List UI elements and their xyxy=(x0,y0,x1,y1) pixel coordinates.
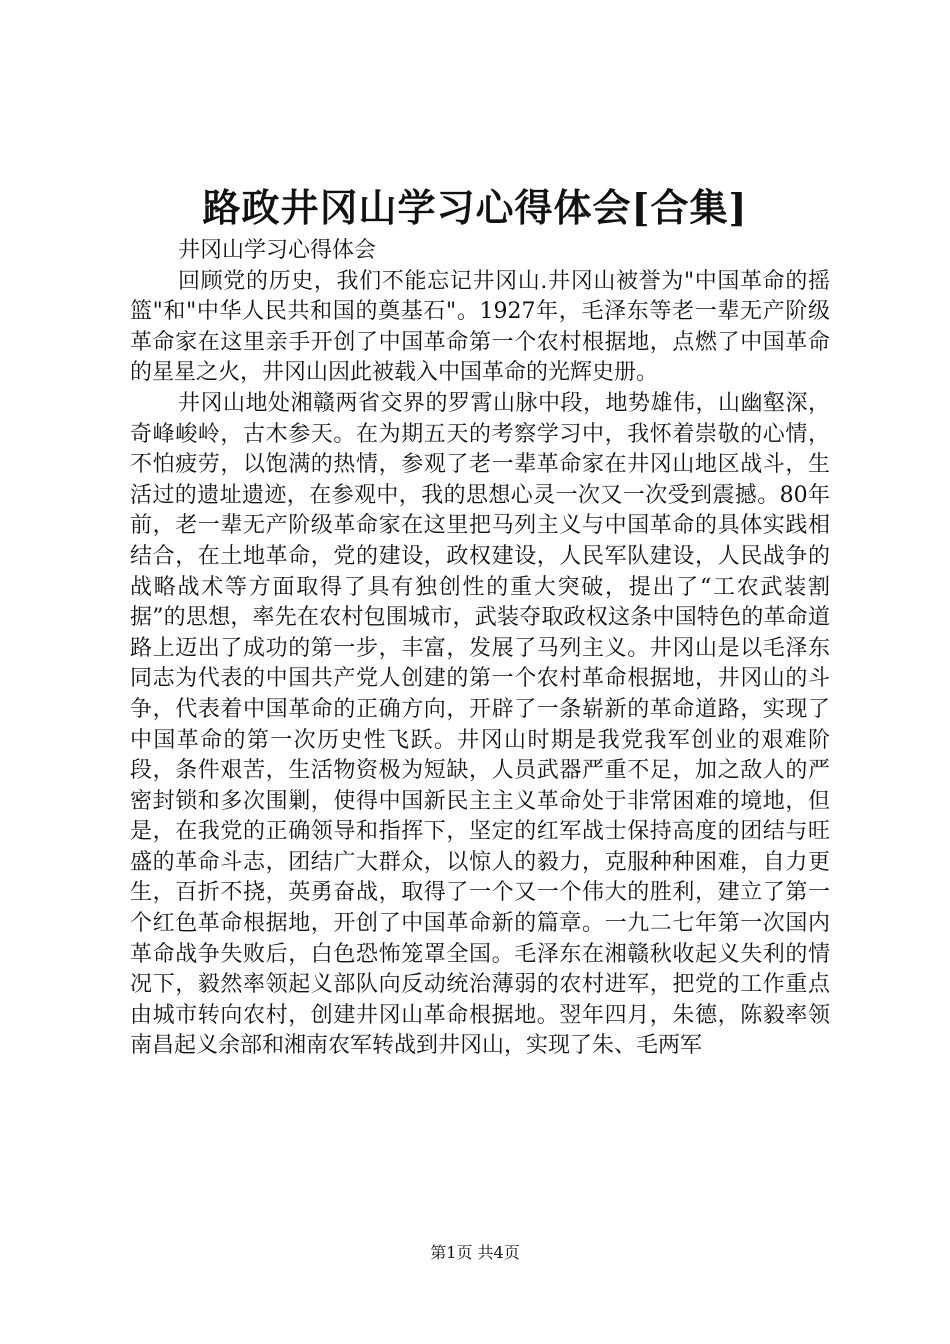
paragraph: 回顾党的历史，我们不能忘记井冈山.井冈山被誉为"中国革命的摇篮"和"中华人民共和国的奠基石"。1927年，毛泽东等老一辈无产阶级革命家在这里亲手开创了中国革命第一个农村根据地，点燃了中国革命的星星之火，井冈山因此被载入中国革命的光辉史册。 xyxy=(130,268,830,386)
page-footer: 第1页 共4页 xyxy=(430,1243,520,1262)
document-title: 路政井冈山学习心得体会[合集] xyxy=(202,185,748,230)
document-body xyxy=(130,236,830,1062)
paragraph: 井冈山地处湘赣两省交界的罗霄山脉中段，地势雄伟，山幽壑深，奇峰峻岭，古木参天。在为期五天的考察学习中，我怀着崇敬的心情，不怕疲劳，以饱满的热情，参观了老一辈革命家在井冈山地区战斗，生活过的遗址遗迹，在参观中，我的思想心灵一次又一次受到震撼。80年前，老一辈无产阶级革命家在这里把马列主义与中国革命的具体实践相结合，在土地革命，党的建设，政权建设，人民军队建设，人民战争的战略战术等方面取得了具有独创性的重大突破，提出了“工农武装割据”的思想，率先在农村包围城市，武装夺取政权这条中国特色的革命道路上迈出了成功的第一步，丰富，发展了马列主义。井冈山是以毛泽东同志为代表的中国共产党人创建的第一个农村革命根据地，井冈山的斗争，代表着中国革命的正确方向，开辟了一条崭新的革命道路，实现了中国革命的第一次历史性飞跃。井冈山时期是我党我军创业的艰难阶段，条件艰苦，生活物资极为短缺，人员武器严重不足，加之敌人的严密封锁和多次围剿，使得中国新民主主义革命处于非常困难的境地，但是，在我党的正确领导和指挥下，坚定的红军战士保持高度的团结与旺盛的革命斗志，团结广大群众，以惊人的毅力，克服种种困难，自力更生，百折不挠，英勇奋战，取得了一个又一个伟大的胜利，建立了第一个红色革命根据地，开创了中国革命新的篇章。一九二七年第一次国内革命战争失败后，白色恐怖笼罩全国。毛泽东在湘赣秋收起义失利的情况下，毅然率领起义部队向反动统治薄弱的农村进军，把党的工作重点由城市转向农村，创建井冈山革命根据地。翌年四月，朱德，陈毅率领南昌起义余部和湘南农军转战到井冈山，实现了朱、毛两军 xyxy=(130,390,830,1059)
document-subtitle: 井冈山学习心得体会 xyxy=(178,238,377,263)
